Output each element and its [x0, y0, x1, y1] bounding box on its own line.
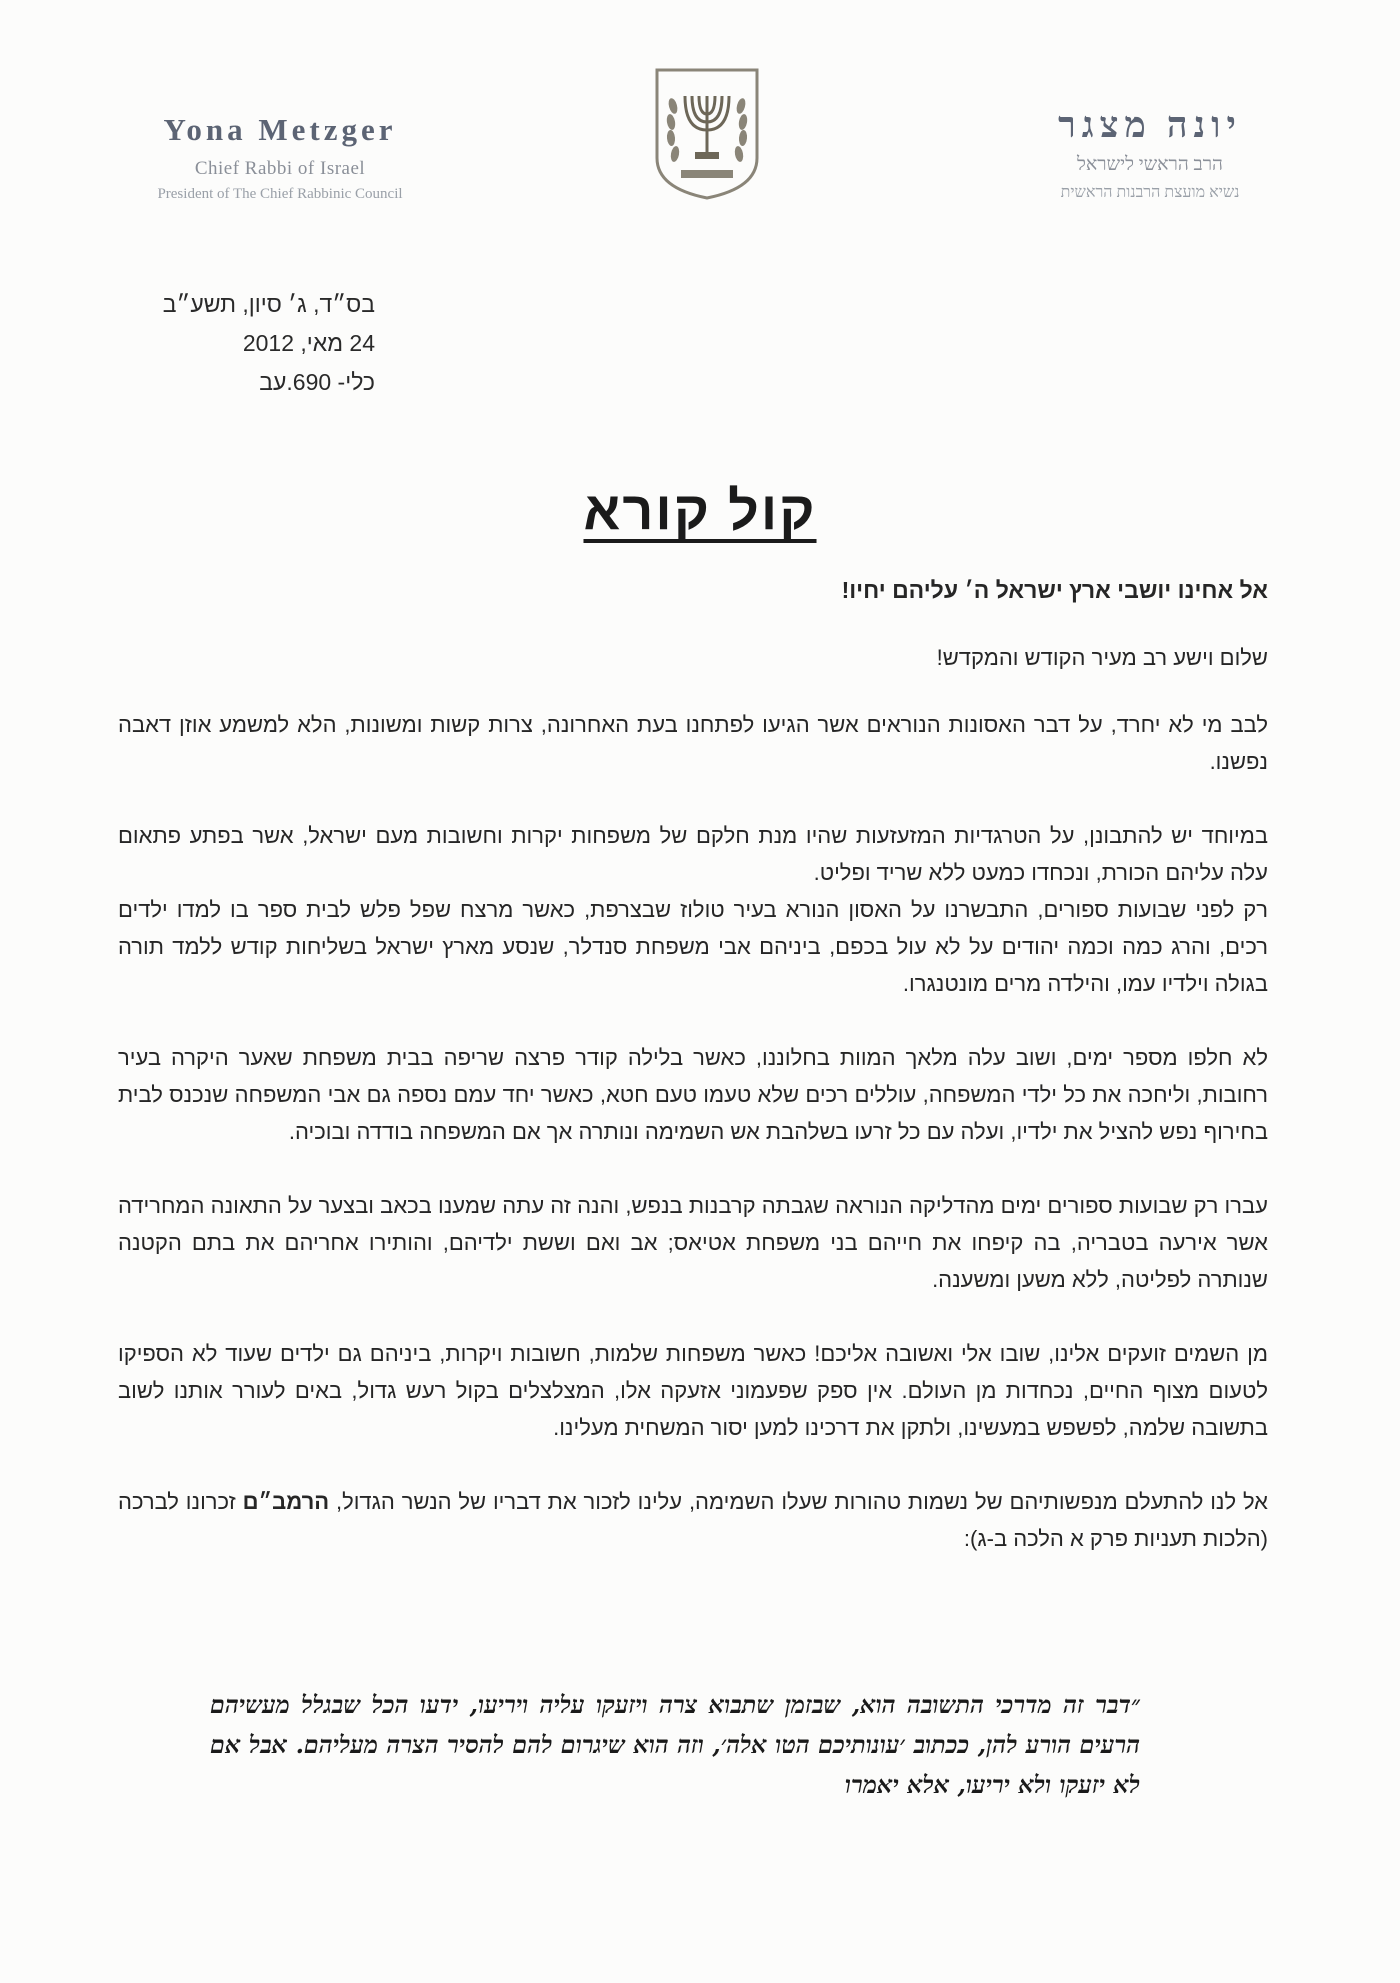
document-title — [0, 480, 1400, 542]
letterhead-english — [100, 112, 460, 203]
rambam-quote: ״דבר זה מדרכי התשובה הוא, שבזמן שתבוא צרה ויזעקו עליה ויריעו, ידעו הכל שבגלל מעשיהם הרעים הורע להן, ככתוב ׳עונותיכם הטו אלה׳, וזה הוא שיגרום להם להסיר הצרה מעליהם. אבל אם לא יזעקו ולא יריעו, אלא יאמרו — [210, 1690, 1141, 1799]
letterhead-english-name: Yona Metzger — [163, 112, 397, 147]
paragraph: מן השמים זועקים אלינו, שובו אלי ואשובה אליכם! כאשר משפחות שלמות, חשובות ויקרות, ביניהם גם ילדים שעוד לא הספיקו לטעום מצוף החיים, נכחדות מן העולם. אין ספק שפעמוני אזעקה אלו, המצלצלים בקול רעש גדול, באים לעורר אותנו לשוב בתשובה שלמה, לפשפש במעשינו, ולתקן את דרכינו למען יסור המשחית מעלינו. — [118, 1341, 1268, 1440]
letter-body — [118, 572, 1268, 1594]
document-title-text: קול קורא — [583, 481, 817, 541]
letterhead-hebrew — [1000, 104, 1300, 202]
reference-number: כלי- 690.עב — [259, 369, 375, 395]
greeting-line: שלום וישע רב מעיר הקודש והמקדש! — [936, 645, 1268, 670]
address-line: אל אחינו יושבי ארץ ישראל ה׳ עליהם יחיו! — [841, 577, 1268, 603]
closing-text-end: זכרונו לברכה (הלכות תעניות פרק א הלכה ב-ג): — [118, 1489, 1268, 1551]
closing-text-start: אל לנו להתעלם מנפשותיהם של נשמות טהורות שעלו השמימה, עלינו לזכור את דבריו של הנשר הגדול, — [329, 1489, 1268, 1514]
paragraph: במיוחד יש להתבונן, על הטרגדיות המזעזעות שהיו מנת חלקם של משפחות יקרות וחשובות מעם ישראל, אשר בפתע פתאום עלה עליהם הכורת, ונכחדו כמעט ללא שריד ופליט. — [118, 823, 1268, 885]
closing-paragraph — [118, 1483, 1268, 1557]
letterhead-hebrew-name: יונה מצגר — [1058, 105, 1242, 145]
paragraph: לבב מי לא יחרד, על דבר האסונות הנוראים אשר הגיעו לפתחנו בעת האחרונה, צרות קשות ומשונות, הלא למשמע אוזן דאבה נפשנו. — [118, 712, 1268, 774]
menorah-emblem-icon — [651, 66, 763, 202]
rambam-name: הרמב״ם — [242, 1489, 330, 1514]
paragraph: עברו רק שבועות ספורים ימים מהדליקה הנוראה שגבתה קרבנות בנפש, והנה זה עתה שמענו בכאב ובצער על התאונה המחרידה אשר אירעה בטבריה, בה קיפחו את חייהם בני משפחת אטיאס; אב ואם וששת ילדיהם, והותירו אחריהם את בתם הקטנה שנותרה לפליטה, ללא משען ומשענה. — [118, 1193, 1268, 1292]
paragraph: לא חלפו מספר ימים, ושוב עלה מלאך המוות בחלוננו, כאשר בלילה קודר פרצה שריפה בבית משפחת שאער היקרה בעיר רחובות, וליחכה את כל ילדי המשפחה, עוללים רכים שלא טעמו טעם חטא, כאשר יחד עמם נספה גם אבי המשפחה שנכנס לבית בחירוף נפש להציל את ילדיו, ועלה עם כל זרעו בשלהבת אש השמימה ונותרה אך אם המשפחה בודדה ובוכיה. — [118, 1045, 1268, 1144]
hebrew-date: בס״ד, ג׳ סיון, תשע״ב — [162, 291, 375, 317]
letterhead-english-title: Chief Rabbi of Israel — [194, 158, 366, 179]
letterhead-english-subtitle: President of The Chief Rabbinic Council — [157, 186, 403, 202]
letterhead-hebrew-title: הרב הראשי לישראל — [1077, 154, 1223, 175]
gregorian-date: 24 מאי, 2012 — [242, 330, 375, 356]
date-block — [115, 285, 375, 402]
letterhead-hebrew-subtitle: נשיא מועצת הרבנות הראשית — [1060, 184, 1240, 201]
paragraph: רק לפני שבועות ספורים, התבשרנו על האסון הנורא בעיר טולוז שבצרפת, כאשר מרצח שפל פלש לבית ספר בו למדו ילדים רכים, והרג כמה וכמה יהודים על לא עול בכפם, ביניהם אבי משפחת סנדלר, שנסע מארץ ישראל בשליחות קודש ללמד תורה בגולה וילדיו עמו, והילדה מרים מונטנגרו. — [118, 897, 1268, 996]
